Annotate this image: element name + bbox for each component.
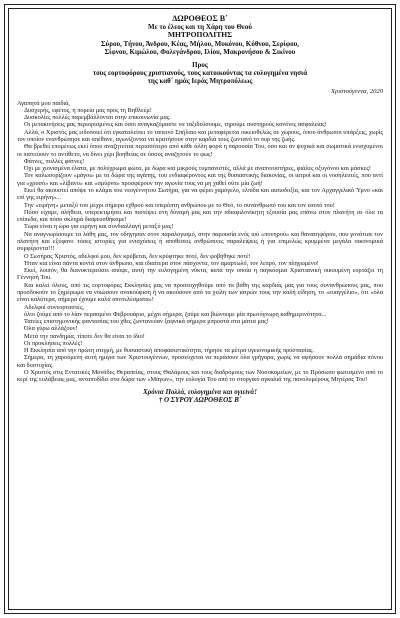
paragraph: Εκεί θα ακουστεί απόψε το κλάμα του νεογέννητου Σωτήρα, για να φέρει χαμόγελο, ελπίδα και αισιοδοξία, και τον Αρχαγγελικό Ύμνο «και επί γης ειρήνη»...: [17, 187, 383, 202]
paragraph: Και καλεί όλους, από τις εορτοφόρες Εκκλησίες μας να προσευχηθούμε από τα βάθη της καρδιάς μας για τους συνανθρώπους μας, που προσδοκούν το ξημέρωμα να νοιώσουν ανακούφιση ή να ακούσουν από τα χείλη των ιατρών τους την καλή είδηση, το «ευαγγέλιο», ότι «όλα είναι καλύτερα, σήμερα έχουμε καλά αποτελέσματα»!: [17, 281, 383, 304]
paragraph: Τον καλωσορίζουν «μάγοι» με τα δώρα της αγάπης, του ενδιαφέροντος και της θυσιαστικής διακονίας, οι ιατροί και οι νοσηλευτές, που αντί για «χρυσό» και «λίβανο» και «σμύρνα» προσφέρουν την αγωνία τους να μη χαθεί ούτε μία ζωή!: [17, 172, 383, 187]
paragraph: όλοι ζούμε από το λίαν περασμένο Φεβρουάριο, μέχρι σήμερα, ζούμε και βιώνουμε μία πρωτόγνωρη καθημερινότητα...: [24, 310, 327, 318]
header-islands-1: Σύρου, Τήνου, Άνδρου, Κέας, Μήλου, Μυκόνου, Κύθνου, Σερίφου,: [100, 39, 300, 48]
letter-date: Χριστούγεννα, 2020: [331, 87, 383, 95]
letter-header: [17, 15, 383, 86]
document-page: [4, 4, 396, 614]
header-to: Προς: [192, 61, 208, 70]
paragraph: Δυσκολίες πολλές παρεμβάλλονται στην επικοινωνία μας.: [24, 114, 171, 122]
paragraph: Ο Χριστός στις Εντατικές Μονάδες Θεραπείας, στους Θαλάμους και τους διαδρόμους των Νοσοκομείων, με το Πρόσωπο φωτισμένο από το κερί της ευλάβειας μας, ανταποδίδει στα δώρα των «Μάγων», την ευλογία Του από το στοργικό αγκαλιά της πανολυμέρους Μητέρας Του!: [17, 369, 383, 384]
document-border: [8, 8, 392, 610]
paragraph: Όχι με χιονισμένα έλατα, με πολύχρωμα φώτα, με δώρα και μικρούς τυμπανιστές, αλλά με αναπνευστήρες, φιάλες οξυγόνου και μάσκες!: [24, 165, 371, 173]
paragraph: Φάτνες, πολλές φάτνες!: [24, 157, 85, 165]
paragraph: Ο Σωτήρας Χριστός, αδελφοί μου, δεν κρύβεται, δεν κρύφτηκε ποτέ, δεν φοβήθηκε ποτέ!: [24, 252, 251, 260]
paragraph: Όλα γύρω αλλάζουν!: [24, 325, 78, 333]
paragraph: Ταινίες επιστημονικής φαντασίας του χθες ζωντανεύαν ξαφνικά σήμερα μπροστά στα μάτια μας!: [24, 318, 269, 326]
paragraph: Η Εκκλησία από την πρώτη στιγμή, με θυσιαστική αποφασιστικότητα, τήρησε τα μέτρα υγειονομικής προστασίας.: [24, 347, 314, 355]
letter-footer: [17, 388, 383, 405]
header-grace: Με το έλεος και τη Χάρη του Θεού: [147, 23, 253, 32]
paragraph: Οι μετακινήσεις μας περιορισμένες και όσοι αναγκαζόμαστε να ταξιδεύσουμε, τηρούμε αυστηρούς κανόνες ασφαλείας!: [24, 121, 327, 129]
paragraph: Μετά την πανδημία, τίποτε δεν θα είναι το ίδιο!: [24, 332, 145, 340]
paragraph: Αλλά, ο Χριστός μας ειδοποιεί ότι εγκαταλείπει το ταπεινό Σπήλαιο και μεταφέρεται οικειοθελώς σε χώρους, όπου άνθρωποι υπάρξεις, χωρίς τον οποίον ενανθρώπησε και απέθανε, αγωνίζονται να κρατήσουν στην καρδιά τους ζωντανό το πυρ της ζωής.: [17, 128, 383, 144]
header-islands-2: Σίφνου, Κιμώλου, Φολεγάνδρου, Ιλίου, Μακρονήσου & Σικίνου: [104, 47, 296, 56]
paragraph: Πόσο είχαμε, αλήθεια, υπερεκτιμήσει και πιστέψει στη δύναμή μας και την αδιαφιλονίκητη εξουσία μας επάνω στον πλανήτη σε όλα τα επίπεδα, και πόσο σκληρά διαψευσθήκαμε!: [17, 208, 383, 224]
paragraph: Ήταν και είναι πάντα κοντά στον άνθρωπο, και ιδιαίτερα στον πάσχοντα, τον αμαρτωλό, τον λεπρό, τον πληγωμένο!: [24, 259, 319, 267]
header-recipients-2: της καθ΄ ημάς Ιεράς Μητροπόλεως: [147, 77, 253, 86]
signature: † Ο ΣΥΡΟΥ ΔΩΡΟΘΕΟΣ Β΄: [158, 396, 242, 404]
paragraph: Εκεί, λοιπόν, θα διανυκτερεύσει απόψε, αυτή την ευλογημένη νύκτα, κατά την οποία η παγκόσμια Χριστιανική οικουμένη εορτάζει τη Γέννησή Του.: [17, 267, 383, 282]
paragraph: Σήμερα, τη χαρούμενη αυτή ημέρα των Χριστουγέννων, προσεύχεται να περάσουν όλα γρήγορα, χωρίς να αφήσουν πολλά σημάδια πόνου και δυστυχίας.: [17, 354, 383, 369]
greeting: Αγαπητά μου παιδιά,: [17, 99, 70, 107]
paragraph: Αδελφοί συνεορταστές,: [24, 303, 85, 311]
paragraph: Να αναγνωρίσουμε τα λάθη μας, τον οδηγησαν στον παραλογισμό, στην παρουσία ενός ιού «πονηρού» και θανατηφόρου, που γονάτισε τον πλανήτη και εξύφανε τόσες ιστορίες για ενισχύσεις ή αποθέσεις ανθρώπινες παραλείψεις ή για επιμελώς κρυμμένα μεγάλα οικονομικά συμφέροντα!!!: [17, 230, 383, 253]
paragraph: Δυσχερής, εφέτος, η πορεία μας προς τη Βηθλεέμ!: [24, 106, 152, 114]
header-recipients-1: τους εορτοφόρους χριστιανούς, τους κατοικούντας τα ευλογημένα νησιά: [92, 69, 308, 78]
paragraph: Την «ειρήνη» μεταξύ του μέχρι σήμερα εχθρού και υπερόπτη ανθρώπου με το Θεό, το συνάνθρωπό του και τον εαυτό του!: [24, 201, 335, 209]
paragraph: Οι προκλήσεις πολλές!: [24, 339, 83, 347]
header-title: ΜΗΤΡΟΠΟΛΙΤΗΣ: [167, 30, 233, 40]
letter-body: [17, 100, 383, 384]
closing-wish: Χρόνια Πολλά, ευλογημένα και υγιεινά!: [143, 387, 257, 396]
paragraph: Τώρα είναι η ώρα για ειρήνη και συνδιαλλαγή μεταξύ μας!: [24, 223, 174, 231]
header-name: ΔΩΡΟΘΕΟΣ Β΄: [172, 14, 228, 23]
paragraph: Θα βρεθεί επομένως εκεί όπου αναζητείται περισσότερο από κάθε άλλη φορά η παρουσία Του, όσο και αν ψυχικά και σωματικά ενισχυμένοι οι πιστεύουν το αντίθετο, να δίνει χέρι βοηθείας σε όσους αναζητούν το φως!: [17, 143, 383, 158]
